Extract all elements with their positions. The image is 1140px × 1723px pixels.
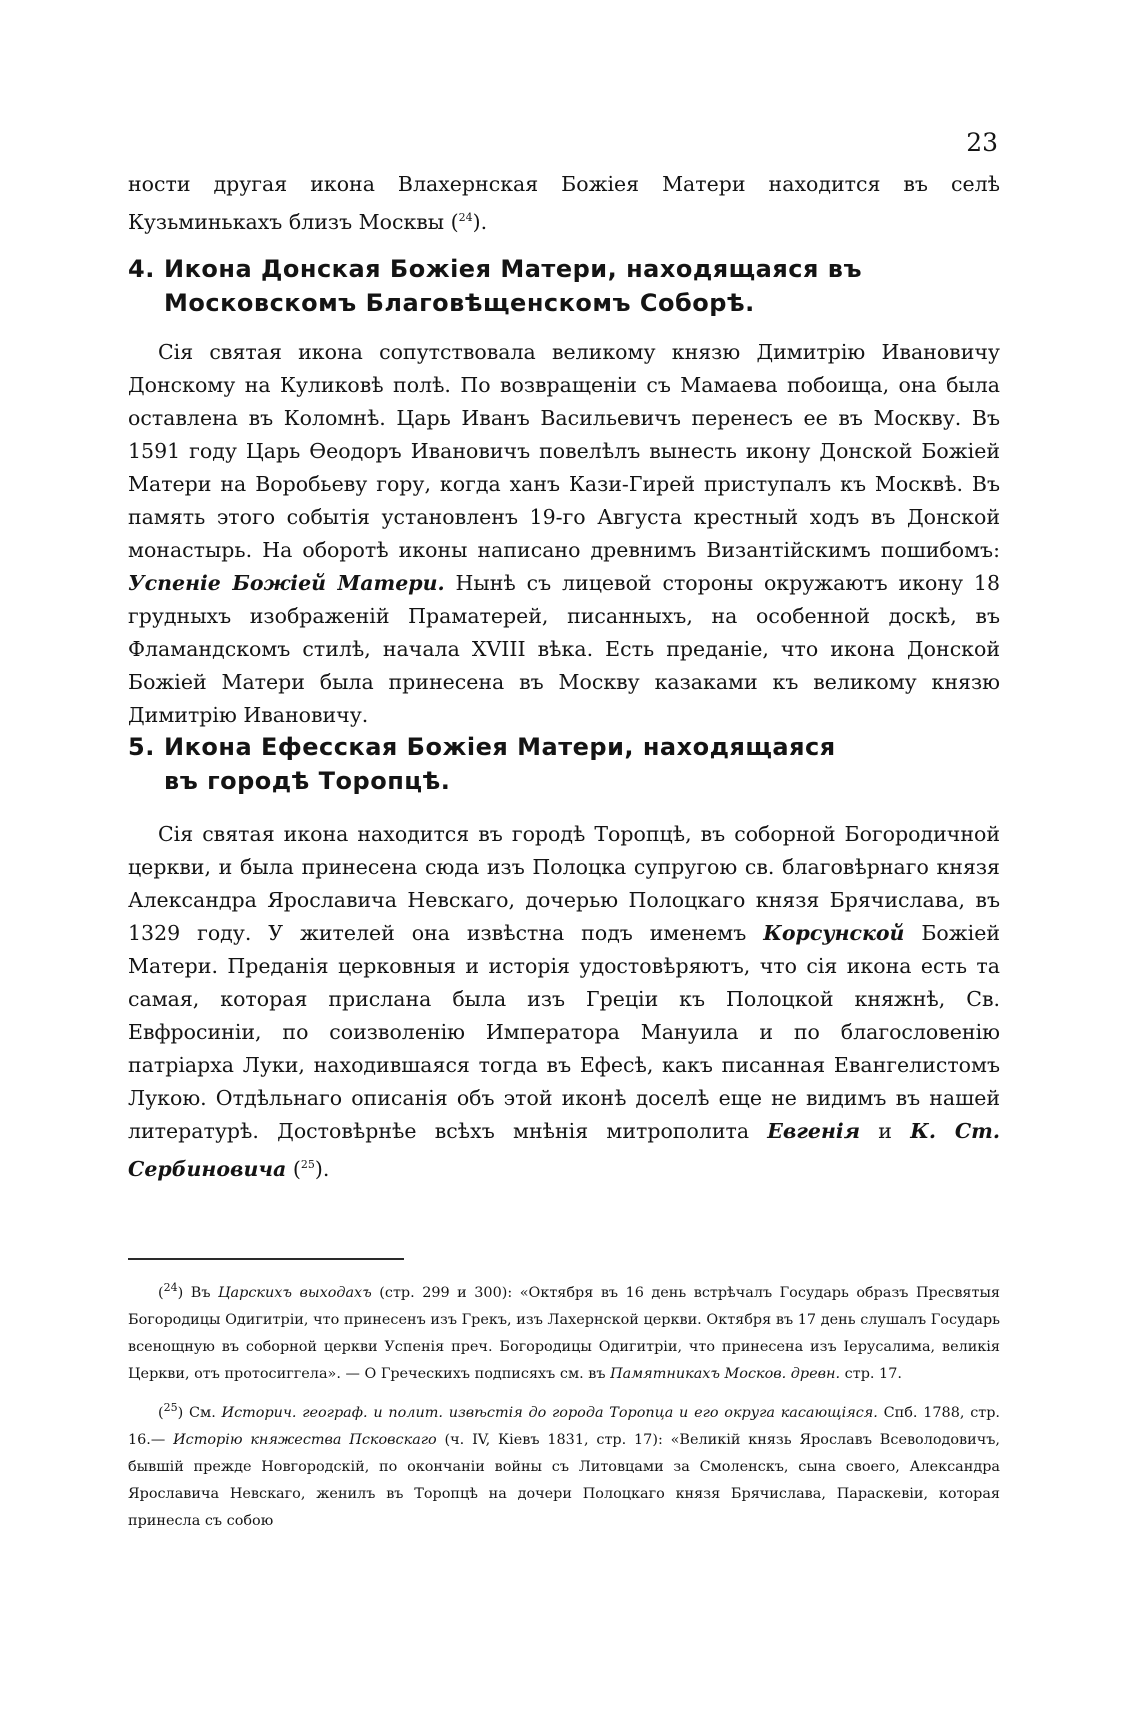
footnote-ref[interactable]: 25: [300, 1158, 315, 1171]
icon-inscription-title: Успеніе Божіей Матери.: [128, 571, 445, 595]
intro-text: ности другая икона Влахернская Божіея Матери находится въ селѣ Кузьминькахъ близъ Москвы ($^{24}$).: [128, 172, 1000, 234]
footnote-24: ($^{24}$) Въ Царскихъ выходахъ (стр. 299 и 300): «Октября въ 16 день встрѣчалъ Государь образъ Пресвятыя Богородицы Одигитріи, что принесенъ изъ Грекъ, изъ Лахернской церкви. Октября въ 17 день слушалъ Государь всенощную въ соборной церкви Успенія преч. Богородицы Одигитріи, что принесена изъ Іерусалима, великія Церкви, отъ протосиггела». — О Греческихъ подписяхъ см. въ Памятникахъ Москов. древн. стр. 17.: [128, 1281, 1000, 1382]
footnote-divider: [128, 1258, 404, 1260]
evgeny-name: Евгенія: [767, 1119, 861, 1143]
section-5-body: [128, 818, 1000, 1186]
intro-paragraph: [128, 168, 1000, 239]
section-4-number: 4.: [128, 255, 155, 283]
section-5-heading-line2: въ городѣ Торопцѣ.: [164, 767, 451, 795]
section-4-body: [128, 336, 1000, 732]
section-4-heading-line1: Икона Донская Божіея Матери, находящаяся въ: [164, 255, 862, 283]
section-5-heading: [128, 730, 1000, 798]
section-5-heading-line1: Икона Ефесская Божіея Матери, находящаяся: [164, 733, 836, 761]
serbinovich-name: К. Ст. Сербиновича: [128, 1119, 1000, 1181]
footnote-25: ($^{25}$) См. Историч. географ. и полит. извѣстія до города Торопца и его округа касающіяся. Спб. 1788, стр. 16.— Исторію княжества Псковскаго (ч. IV, Кіевъ 1831, стр. 17): «Великій князь Ярославъ Всеволодовичъ, бывшій прежде Новгородскій, по окончаніи войны съ Литовцами за Смоленскъ, сына своего, Александра Ярославича Невскаго, женилъ въ Торопцѣ на дочери Полоцкаго князя Брячислава, Параскевіи, которая принесла съ собою: [128, 1400, 1000, 1529]
korsun-name: Корсунской: [763, 921, 905, 945]
footnote-ref[interactable]: 24: [458, 211, 473, 224]
section-5-paragraph: Сія святая икона находится въ городѣ Торопцѣ, въ соборной Богородичной церкви, и была принесена сюда изъ Полоцка супругою св. благовѣрнаго князя Александра Ярославича Невскаго, дочерью Полоцкаго князя Брячислава, въ 1329 году. У жителей она извѣстна подъ именемъ Корсунской Божіей Матери. Преданія церковныя и исторія удостовѣряютъ, что сія икона есть та самая, которая прислана была изъ Греціи къ Полоцкой княжнѣ, Св. Евфросиніи, по соизволенію Императора Мануила и по благословенію патріарха Луки, находившаяся тогда въ Ефесѣ, какъ писанная Евангелистомъ Лукою. Отдѣльнаго описанія объ этой иконѣ доселѣ еще не видимъ въ нашей литературѣ. Достовѣрнѣе всѣхъ мнѣнія митрополита Евгенія и К. Ст. Сербиновича ($^{25}$).: [128, 822, 1000, 1181]
section-4-heading: [128, 252, 1000, 320]
section-4-paragraph: Сія святая икона сопутствовала великому князю Димитрію Ивановичу Донскому на Куликовѣ полѣ. По возвращеніи съ Мамаева побоища, она была оставлена въ Коломнѣ. Царь Иванъ Васильевичъ перенесъ ее въ Москву. Въ 1591 году Царь Ѳеодоръ Ивановичъ повелѣлъ вынесть икону Донской Божіей Матери на Воробьеву гору, когда ханъ Кази-Гирей приступалъ къ Москвѣ. Въ память этого событія установленъ 19-го Августа крестный ходъ въ Донской монастырь. На оборотѣ иконы написано древнимъ Византійскимъ пошибомъ: Успеніе Божіей Матери. Нынѣ съ лицевой стороны окружаютъ икону 18 грудныхъ изображеній Праматерей, писанныхъ, на особенной доскѣ, въ Фламандскомъ стилѣ, начала XVIII вѣка. Есть преданіе, что икона Донской Божіей Матери была принесена въ Москву казаками къ великому князю Димитрію Ивановичу.: [128, 340, 1001, 727]
page-number: 23: [966, 128, 998, 157]
section-4-heading-line2: Московскомъ Благовѣщенскомъ Соборѣ.: [164, 289, 755, 317]
footnotes: [128, 1274, 1000, 1541]
section-5-number: 5.: [128, 733, 155, 761]
